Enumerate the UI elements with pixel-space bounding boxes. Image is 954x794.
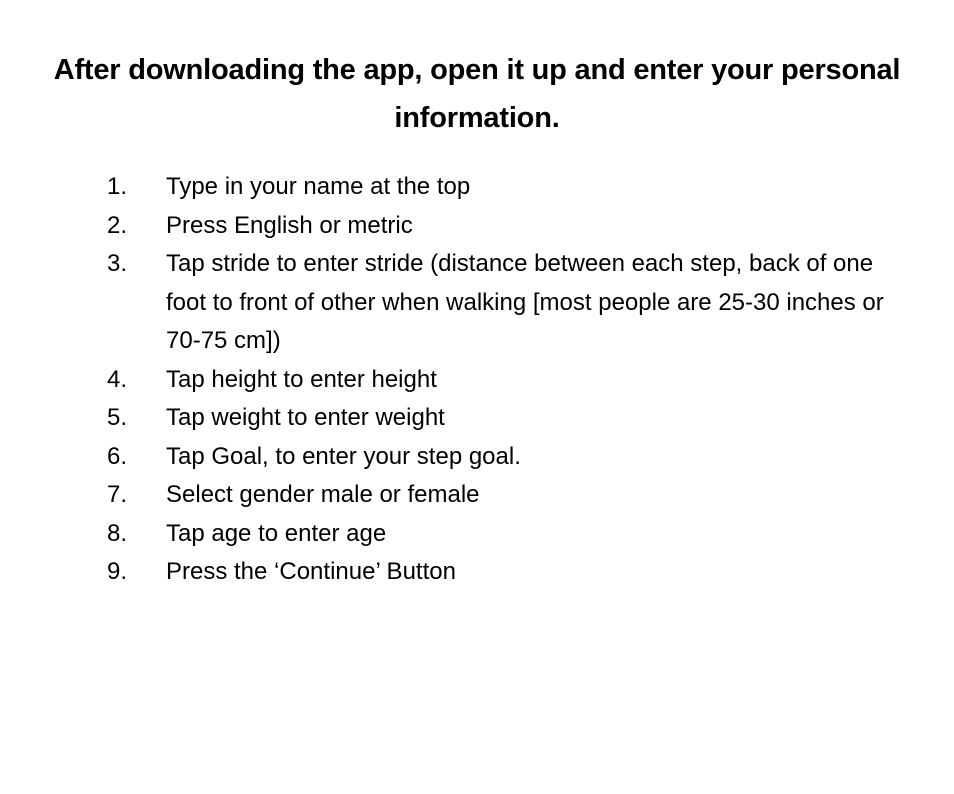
step-number: 9.: [107, 558, 128, 585]
list-item: [107, 515, 907, 554]
step-number: 8.: [107, 519, 128, 547]
list-item: [107, 361, 907, 400]
list-item: [107, 553, 907, 592]
step-text: Press English or metric: [166, 211, 413, 239]
step-number: 1.: [107, 173, 128, 200]
step-text: Type in your name at the top: [166, 173, 471, 200]
list-item: [107, 168, 907, 207]
step-text: Press the ‘Continue’ Button: [166, 558, 456, 585]
instruction-list: [107, 168, 907, 592]
step-number: 3.: [107, 250, 128, 277]
list-item: [107, 207, 907, 246]
document-title: After downloading the app, open it up and enter your personal information.: [53, 54, 901, 134]
list-item: [107, 438, 907, 477]
step-text: Tap stride to enter stride (distance between each step, back of one foot to front of other when walking [most people are 25-30 inches or 70-75 cm]): [166, 250, 884, 354]
step-text: Tap Goal, to enter your step goal.: [166, 442, 521, 470]
step-text: Tap height to enter height: [166, 365, 437, 393]
list-item: [107, 476, 907, 515]
step-number: 7.: [107, 481, 128, 508]
step-number: 5.: [107, 404, 128, 431]
step-number: 6.: [107, 442, 128, 470]
step-text: Tap weight to enter weight: [166, 404, 445, 431]
list-item: [107, 245, 907, 361]
step-text: Tap age to enter age: [166, 519, 387, 547]
step-number: 2.: [107, 211, 128, 239]
step-text: Select gender male or female: [166, 481, 480, 508]
list-item: [107, 399, 907, 438]
step-number: 4.: [107, 365, 128, 393]
